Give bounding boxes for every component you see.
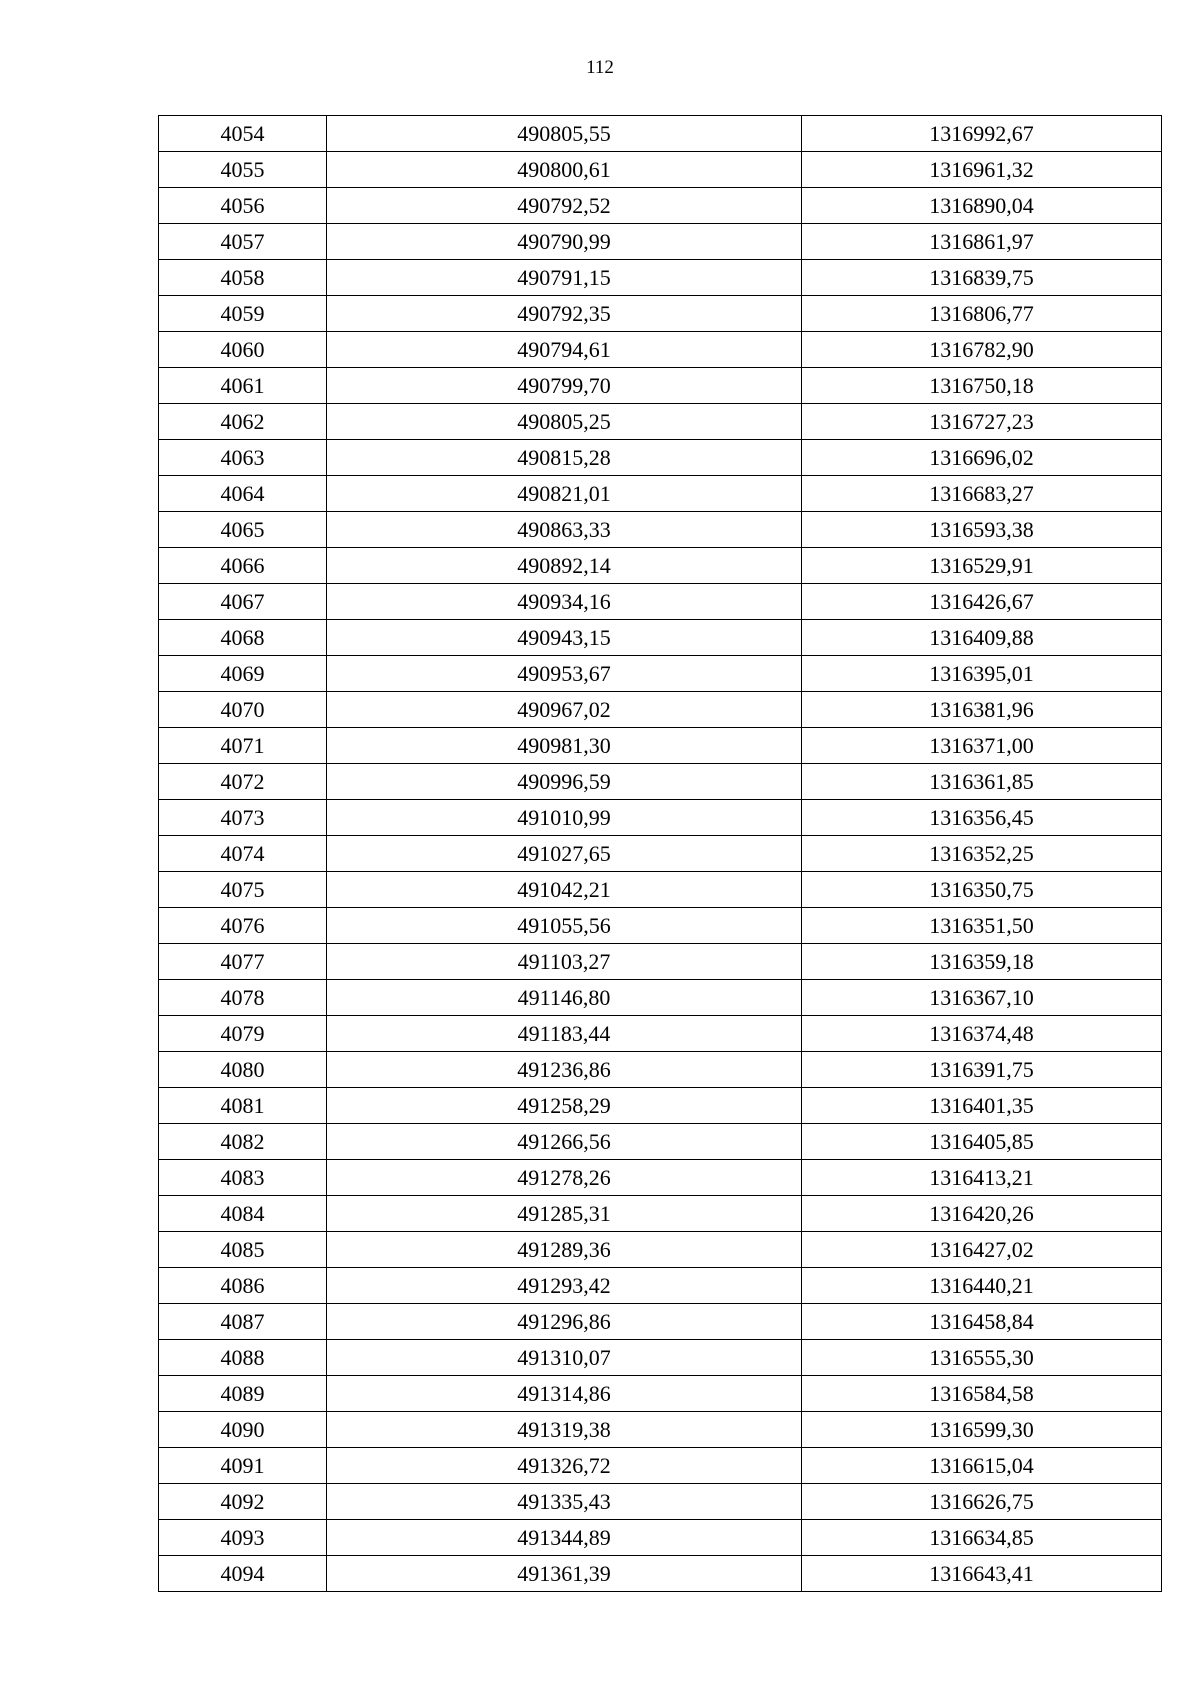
x-coordinate-cell: 490953,67 [327, 656, 802, 692]
x-coordinate-cell: 491296,86 [327, 1304, 802, 1340]
x-coordinate-cell: 490791,15 [327, 260, 802, 296]
point-number-cell: 4086 [159, 1268, 327, 1304]
y-coordinate-cell: 1316361,85 [802, 764, 1162, 800]
point-number-cell: 4077 [159, 944, 327, 980]
x-coordinate-cell: 490821,01 [327, 476, 802, 512]
table-row [159, 980, 1162, 1016]
y-coordinate-cell: 1316806,77 [802, 296, 1162, 332]
point-number-cell: 4084 [159, 1196, 327, 1232]
x-coordinate-cell: 490794,61 [327, 332, 802, 368]
point-number-cell: 4087 [159, 1304, 327, 1340]
y-coordinate-cell: 1316584,58 [802, 1376, 1162, 1412]
y-coordinate-cell: 1316356,45 [802, 800, 1162, 836]
table-row [159, 296, 1162, 332]
x-coordinate-cell: 490863,33 [327, 512, 802, 548]
y-coordinate-cell: 1316890,04 [802, 188, 1162, 224]
table-row [159, 188, 1162, 224]
table-row [159, 152, 1162, 188]
y-coordinate-cell: 1316350,75 [802, 872, 1162, 908]
table-row [159, 1520, 1162, 1556]
y-coordinate-cell: 1316395,01 [802, 656, 1162, 692]
x-coordinate-cell: 490967,02 [327, 692, 802, 728]
x-coordinate-cell: 491183,44 [327, 1016, 802, 1052]
table-row [159, 944, 1162, 980]
x-coordinate-cell: 491027,65 [327, 836, 802, 872]
table-row [159, 836, 1162, 872]
point-number-cell: 4071 [159, 728, 327, 764]
point-number-cell: 4091 [159, 1448, 327, 1484]
y-coordinate-cell: 1316426,67 [802, 584, 1162, 620]
point-number-cell: 4085 [159, 1232, 327, 1268]
table-row [159, 1448, 1162, 1484]
table-row [159, 440, 1162, 476]
table-row [159, 332, 1162, 368]
x-coordinate-cell: 490800,61 [327, 152, 802, 188]
point-number-cell: 4060 [159, 332, 327, 368]
x-coordinate-cell: 490934,16 [327, 584, 802, 620]
table-row [159, 692, 1162, 728]
y-coordinate-cell: 1316555,30 [802, 1340, 1162, 1376]
coordinates-table-body [159, 116, 1162, 1592]
x-coordinate-cell: 491335,43 [327, 1484, 802, 1520]
y-coordinate-cell: 1316839,75 [802, 260, 1162, 296]
table-row [159, 764, 1162, 800]
x-coordinate-cell: 491103,27 [327, 944, 802, 980]
x-coordinate-cell: 491319,38 [327, 1412, 802, 1448]
point-number-cell: 4058 [159, 260, 327, 296]
y-coordinate-cell: 1316409,88 [802, 620, 1162, 656]
point-number-cell: 4057 [159, 224, 327, 260]
table-row [159, 1196, 1162, 1232]
point-number-cell: 4065 [159, 512, 327, 548]
table-row [159, 1340, 1162, 1376]
point-number-cell: 4055 [159, 152, 327, 188]
point-number-cell: 4079 [159, 1016, 327, 1052]
table-row [159, 1412, 1162, 1448]
table-row [159, 116, 1162, 152]
y-coordinate-cell: 1316420,26 [802, 1196, 1162, 1232]
point-number-cell: 4062 [159, 404, 327, 440]
x-coordinate-cell: 490792,52 [327, 188, 802, 224]
x-coordinate-cell: 491042,21 [327, 872, 802, 908]
point-number-cell: 4069 [159, 656, 327, 692]
table-row [159, 368, 1162, 404]
y-coordinate-cell: 1316440,21 [802, 1268, 1162, 1304]
x-coordinate-cell: 491236,86 [327, 1052, 802, 1088]
point-number-cell: 4063 [159, 440, 327, 476]
table-row [159, 512, 1162, 548]
x-coordinate-cell: 491010,99 [327, 800, 802, 836]
y-coordinate-cell: 1316401,35 [802, 1088, 1162, 1124]
x-coordinate-cell: 490792,35 [327, 296, 802, 332]
x-coordinate-cell: 490805,55 [327, 116, 802, 152]
point-number-cell: 4082 [159, 1124, 327, 1160]
x-coordinate-cell: 491326,72 [327, 1448, 802, 1484]
x-coordinate-cell: 490815,28 [327, 440, 802, 476]
table-row [159, 1160, 1162, 1196]
x-coordinate-cell: 491146,80 [327, 980, 802, 1016]
y-coordinate-cell: 1316861,97 [802, 224, 1162, 260]
table-row [159, 1484, 1162, 1520]
point-number-cell: 4073 [159, 800, 327, 836]
x-coordinate-cell: 491285,31 [327, 1196, 802, 1232]
point-number-cell: 4081 [159, 1088, 327, 1124]
point-number-cell: 4083 [159, 1160, 327, 1196]
x-coordinate-cell: 491314,86 [327, 1376, 802, 1412]
table-row [159, 1556, 1162, 1592]
point-number-cell: 4056 [159, 188, 327, 224]
x-coordinate-cell: 491344,89 [327, 1520, 802, 1556]
table-row [159, 800, 1162, 836]
table-row [159, 1088, 1162, 1124]
y-coordinate-cell: 1316367,10 [802, 980, 1162, 1016]
table-row [159, 260, 1162, 296]
point-number-cell: 4080 [159, 1052, 327, 1088]
x-coordinate-cell: 490981,30 [327, 728, 802, 764]
x-coordinate-cell: 490799,70 [327, 368, 802, 404]
point-number-cell: 4090 [159, 1412, 327, 1448]
x-coordinate-cell: 490943,15 [327, 620, 802, 656]
table-row [159, 224, 1162, 260]
page-number: 112 [586, 57, 614, 78]
point-number-cell: 4093 [159, 1520, 327, 1556]
x-coordinate-cell: 491278,26 [327, 1160, 802, 1196]
table-row [159, 584, 1162, 620]
y-coordinate-cell: 1316359,18 [802, 944, 1162, 980]
table-row [159, 404, 1162, 440]
y-coordinate-cell: 1316458,84 [802, 1304, 1162, 1340]
x-coordinate-cell: 491266,56 [327, 1124, 802, 1160]
table-row [159, 872, 1162, 908]
point-number-cell: 4092 [159, 1484, 327, 1520]
point-number-cell: 4070 [159, 692, 327, 728]
table-row [159, 1304, 1162, 1340]
y-coordinate-cell: 1316961,32 [802, 152, 1162, 188]
y-coordinate-cell: 1316727,23 [802, 404, 1162, 440]
table-row [159, 1376, 1162, 1412]
y-coordinate-cell: 1316413,21 [802, 1160, 1162, 1196]
y-coordinate-cell: 1316371,00 [802, 728, 1162, 764]
x-coordinate-cell: 490892,14 [327, 548, 802, 584]
y-coordinate-cell: 1316750,18 [802, 368, 1162, 404]
point-number-cell: 4064 [159, 476, 327, 512]
y-coordinate-cell: 1316626,75 [802, 1484, 1162, 1520]
table-row [159, 1052, 1162, 1088]
y-coordinate-cell: 1316405,85 [802, 1124, 1162, 1160]
point-number-cell: 4074 [159, 836, 327, 872]
y-coordinate-cell: 1316643,41 [802, 1556, 1162, 1592]
point-number-cell: 4054 [159, 116, 327, 152]
point-number-cell: 4076 [159, 908, 327, 944]
y-coordinate-cell: 1316593,38 [802, 512, 1162, 548]
x-coordinate-cell: 491361,39 [327, 1556, 802, 1592]
table-row [159, 908, 1162, 944]
table-row [159, 620, 1162, 656]
x-coordinate-cell: 491258,29 [327, 1088, 802, 1124]
y-coordinate-cell: 1316696,02 [802, 440, 1162, 476]
point-number-cell: 4059 [159, 296, 327, 332]
coordinates-table [158, 115, 1162, 1592]
x-coordinate-cell: 491055,56 [327, 908, 802, 944]
y-coordinate-cell: 1316599,30 [802, 1412, 1162, 1448]
x-coordinate-cell: 490996,59 [327, 764, 802, 800]
y-coordinate-cell: 1316351,50 [802, 908, 1162, 944]
point-number-cell: 4061 [159, 368, 327, 404]
y-coordinate-cell: 1316529,91 [802, 548, 1162, 584]
point-number-cell: 4075 [159, 872, 327, 908]
y-coordinate-cell: 1316391,75 [802, 1052, 1162, 1088]
y-coordinate-cell: 1316634,85 [802, 1520, 1162, 1556]
x-coordinate-cell: 491293,42 [327, 1268, 802, 1304]
point-number-cell: 4068 [159, 620, 327, 656]
table-row [159, 1232, 1162, 1268]
table-row [159, 1268, 1162, 1304]
x-coordinate-cell: 490805,25 [327, 404, 802, 440]
y-coordinate-cell: 1316615,04 [802, 1448, 1162, 1484]
table-row [159, 548, 1162, 584]
table-row [159, 1016, 1162, 1052]
y-coordinate-cell: 1316374,48 [802, 1016, 1162, 1052]
y-coordinate-cell: 1316352,25 [802, 836, 1162, 872]
point-number-cell: 4066 [159, 548, 327, 584]
y-coordinate-cell: 1316992,67 [802, 116, 1162, 152]
x-coordinate-cell: 491310,07 [327, 1340, 802, 1376]
point-number-cell: 4089 [159, 1376, 327, 1412]
point-number-cell: 4067 [159, 584, 327, 620]
point-number-cell: 4078 [159, 980, 327, 1016]
y-coordinate-cell: 1316381,96 [802, 692, 1162, 728]
table-row [159, 656, 1162, 692]
point-number-cell: 4088 [159, 1340, 327, 1376]
table-row [159, 476, 1162, 512]
table-row [159, 728, 1162, 764]
x-coordinate-cell: 490790,99 [327, 224, 802, 260]
point-number-cell: 4094 [159, 1556, 327, 1592]
y-coordinate-cell: 1316782,90 [802, 332, 1162, 368]
point-number-cell: 4072 [159, 764, 327, 800]
y-coordinate-cell: 1316427,02 [802, 1232, 1162, 1268]
table-row [159, 1124, 1162, 1160]
y-coordinate-cell: 1316683,27 [802, 476, 1162, 512]
x-coordinate-cell: 491289,36 [327, 1232, 802, 1268]
